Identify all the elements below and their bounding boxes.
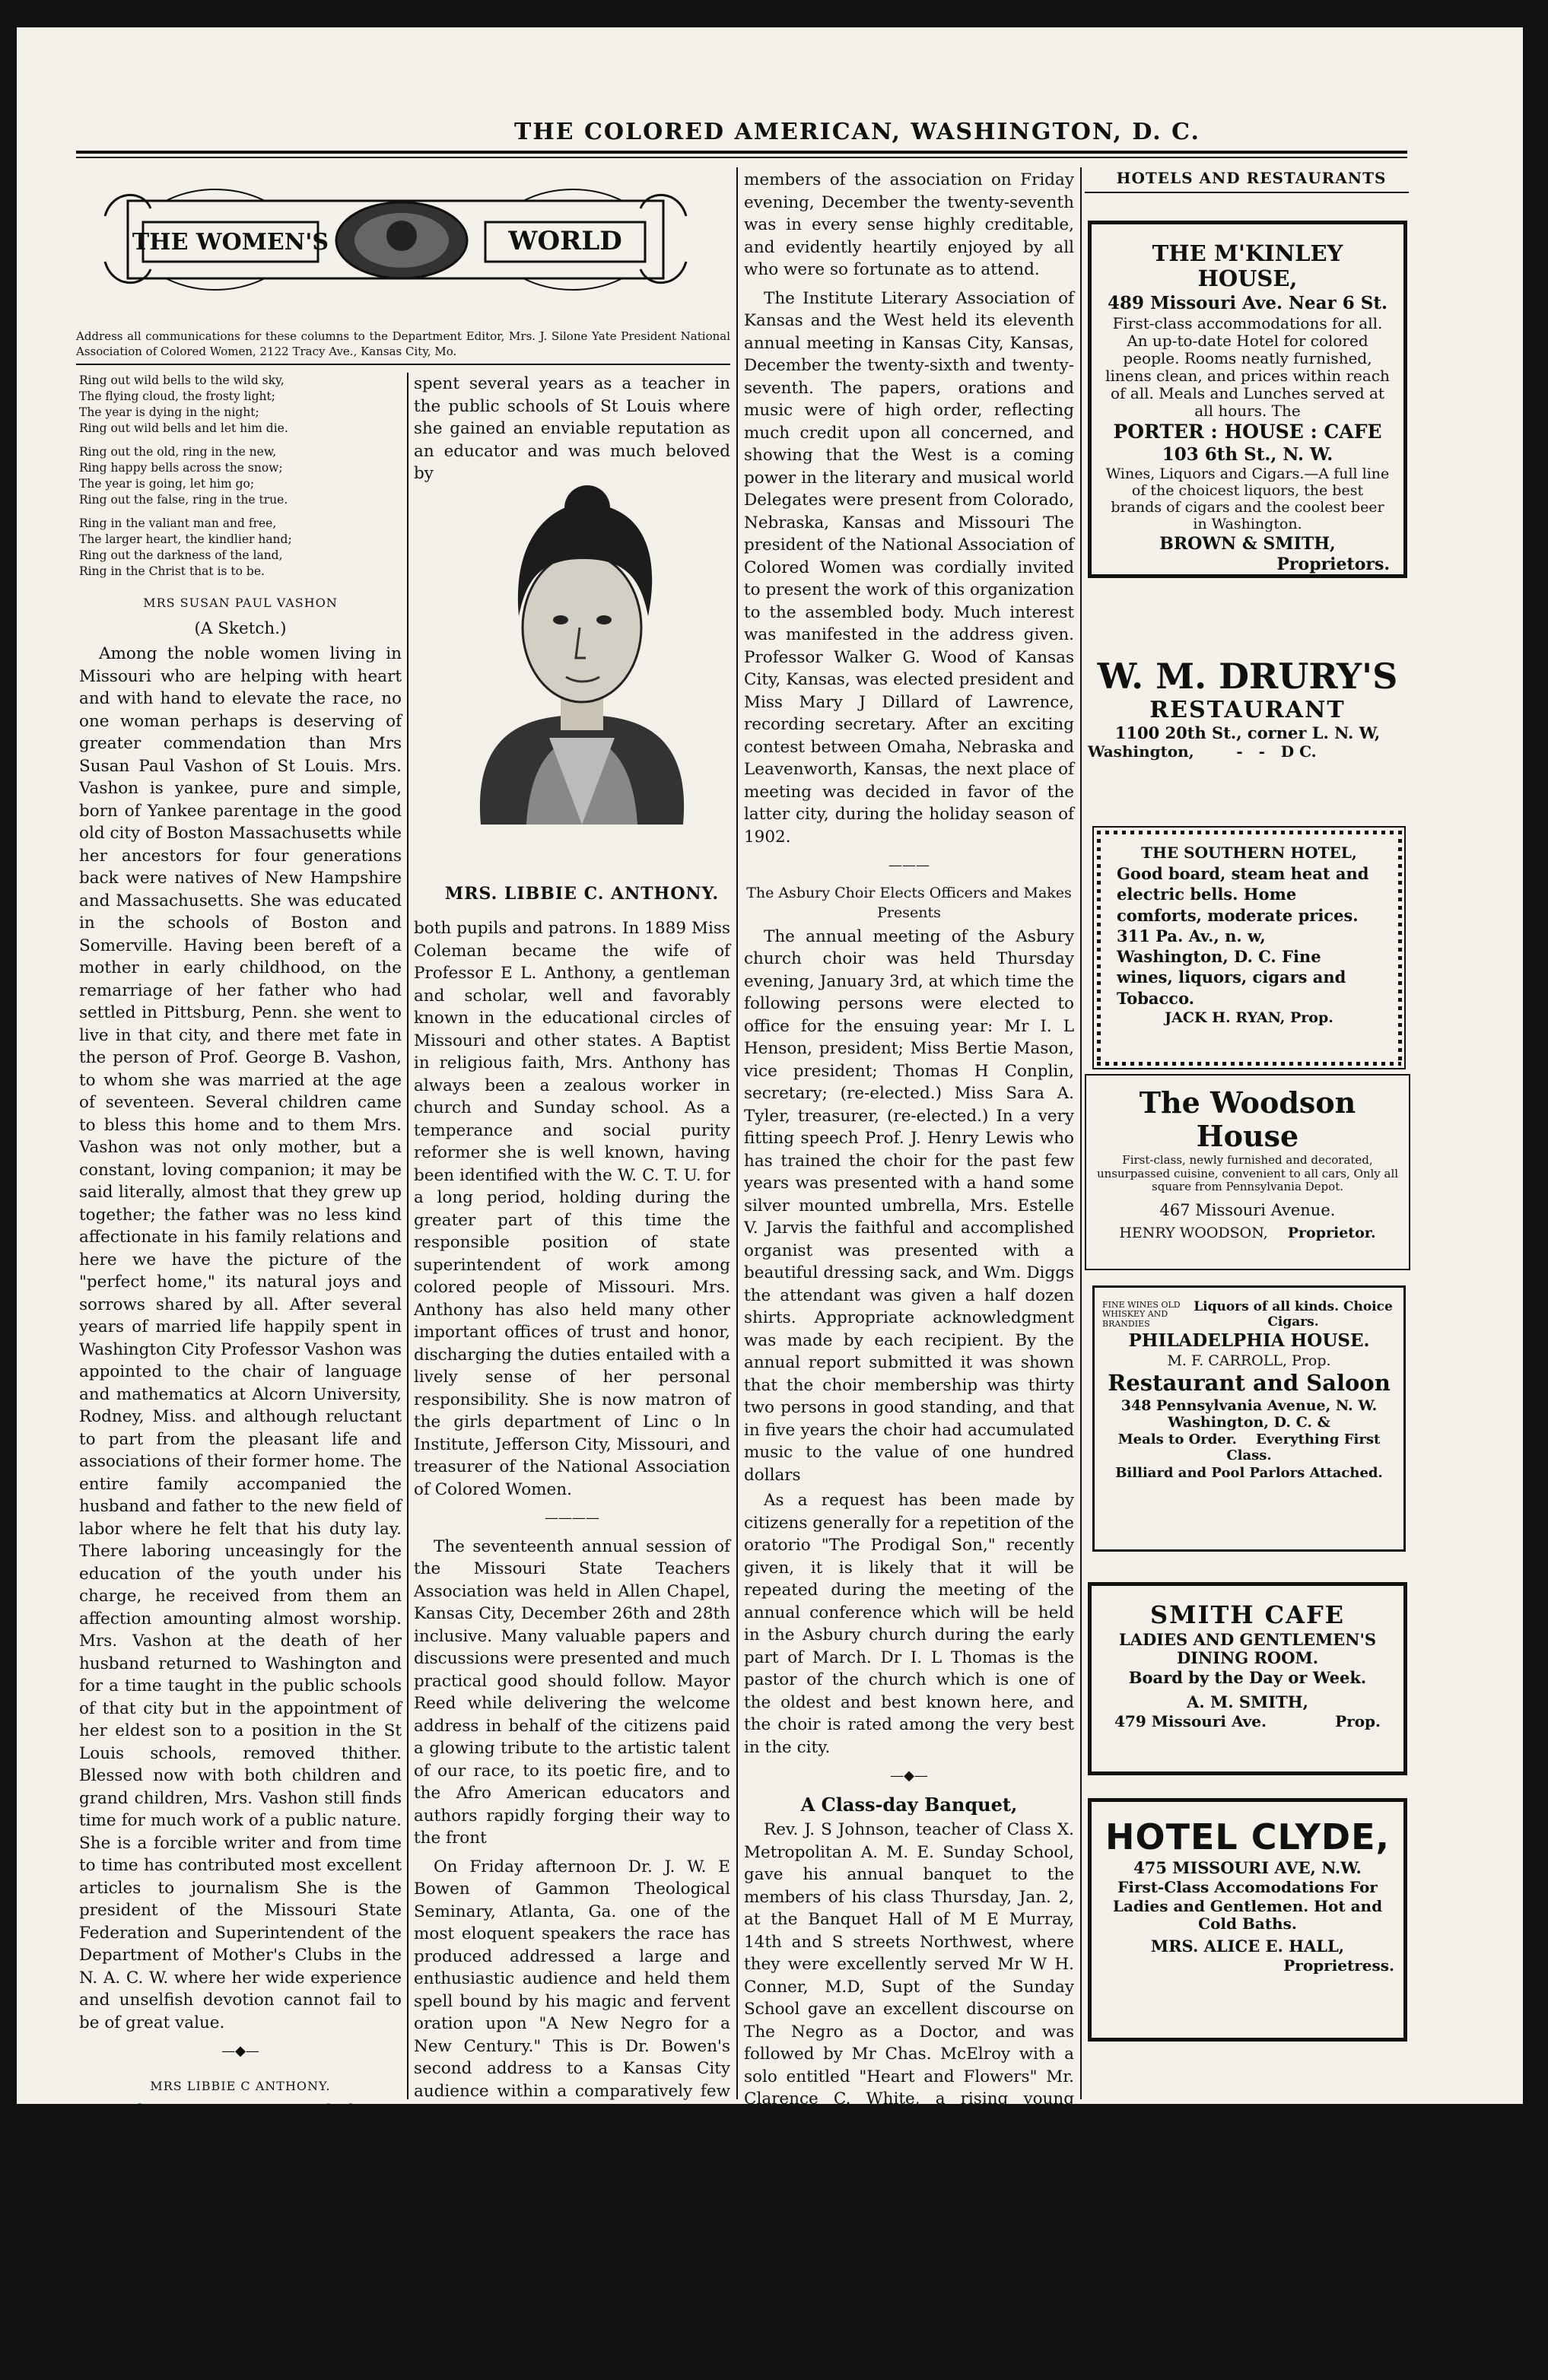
separator: ——— xyxy=(551,2223,593,2240)
separator: —◆— xyxy=(890,1768,928,1784)
masthead-rule-thin xyxy=(76,157,1407,158)
smith-role: Prop. xyxy=(1335,1712,1381,1731)
philadelphia-footer: Billiard and Pool Parlors Attached. xyxy=(1115,1464,1383,1481)
clyde-title: HOTEL CLYDE, xyxy=(1105,1816,1391,1857)
woodson-title: The Woodson House xyxy=(1139,1085,1356,1153)
philadelphia-owner: M. F. CARROLL, Prop. xyxy=(1167,1352,1331,1369)
poem-line: The larger heart, the kindlier hand; xyxy=(79,532,292,546)
asbury-article-2: As a request has been made by citizens generally for a repetition of the oratorio "The Prodigal Son," recently given, it is likely that it will be repeated during the meeting of the annual conference which will be held in the Asbury church during the early part of March. Dr I. L Thomas is the pastor of the church which is one of the oldest and best known here, and the choir is rated among the very best in the city. xyxy=(744,1491,1074,1757)
philadelphia-address: 348 Pennsylvania Avenue, N. W. Washington, D. C. & xyxy=(1120,1397,1378,1431)
southern-title: THE SOUTHERN HOTEL, xyxy=(1141,844,1357,862)
asbury-heading: The Asbury Choir Elects Officers and Makes Presents xyxy=(746,884,1072,921)
masthead: THE COLORED AMERICAN, WASHINGTON, D. C. xyxy=(514,119,1200,145)
smith-address-line xyxy=(1101,1713,1394,1730)
column-2-lower xyxy=(414,917,730,2270)
womens-world-banner xyxy=(97,186,694,294)
ads-rule xyxy=(1085,192,1409,193)
ad-southern-hotel xyxy=(1092,826,1406,1069)
address-note-block xyxy=(76,329,730,362)
clyde-owner: MRS. ALICE E. HALL, xyxy=(1150,1937,1345,1956)
philadelphia-left: FINE WINES OLD WHISKEY AND BRANDIES xyxy=(1102,1299,1181,1329)
clyde-body-2: Ladies and Gentlemen. Hot and Cold Baths. xyxy=(1112,1897,1383,1934)
ad-woodson-house xyxy=(1085,1074,1410,1270)
column-rule-2 xyxy=(736,167,738,2099)
dotted-border xyxy=(1097,831,1401,834)
separator: ——— xyxy=(888,857,930,873)
clyde-role: Proprietress. xyxy=(1283,1956,1394,1975)
philadelphia-right: Liquors of all kinds. Choice Cigars. xyxy=(1194,1299,1393,1330)
anthony-article-end: both pupils and patrons. In 1889 Miss Coleman became the wife of Professor E L. Anthony, a gentleman and scholar, well and favorably known in the educational circles of Missouri and other states. A Baptist in religious faith, Mrs. Anthony has always been a zealous worker in church and Sunday school. As a temperance and social purity reformer she is well known, having been identified with the W. C. T. U. for a long period, holding during the greater part of this time the responsible position of state superintendent of work among colored people of Missouri. Mrs. Anthony has also held many other important offices of trust and honor, discharging the duties entailed with a lively sense of her personal responsibility. She is now matron of the girls department of Linc o ln Institute, Jefferson City, Missouri, and treasurer of the National Association of Colored Women. xyxy=(414,919,730,1499)
anthony-continued: spent several years as a teacher in the public schools of St Louis where she gained an enviable reputation as an educator and was much beloved by xyxy=(414,374,730,483)
drury-city: Washington, - - D C. xyxy=(1088,742,1317,761)
separator: ———— xyxy=(545,1510,599,1526)
poem-line: Ring out the darkness of the land, xyxy=(79,548,283,562)
banquet-article: Rev. J. S Johnson, teacher of Class X. Metropolitan A. M. E. Sunday School, gave his annual banquet to the members of his class Thursday, Jan. 2, at the Banquet Hall of M E Murray, 14th and S streets Northwest, where they were excellently served Mr W H. Conner, M.D, Supt of the Sunday School gave an excellent discourse on The Negro as a Doctor, and was followed by Mr Chas. McElroy with a solo entitled "Heart and Flowers" Mr. Clarence C. White, a rising young violinist spoke on the Negro as a Musician Among the other young men who spoke were Mr T. J Abrams, The Negro as a Soldier; Mr G. W. Parker, The Negro as a Lawyer; Mr W. T Clarke, The Negro as an Agriculturist and Mr. Wm: H. Wilkes, Religion. The other members present were Messrs. Roscoe Orme, R. L. Johnson, R. M. Goodwin, C. L. Payne, M.D, John F. Thomas, Wm. H Payne, Severn Taylor and W. C. English. xyxy=(744,1820,1074,2378)
drury-address: 1100 20th St., corner L. N. W, xyxy=(1114,723,1381,742)
woodson-owner: HENRY WOODSON, xyxy=(1119,1225,1268,1242)
column-1 xyxy=(79,373,402,2255)
philadelphia-body: Meals to Order. Everything First Class. xyxy=(1117,1431,1385,1464)
masthead-rule xyxy=(76,151,1407,154)
mckinley-body: First-class accommodations for all. An up-to-date Hotel for colored people. Rooms neatly furnished, linens clean, and prices within reach of all. Meals and Lunches served at all hours. The xyxy=(1105,314,1390,421)
ad-smith-cafe xyxy=(1088,1582,1407,1775)
poem-line: Ring out wild bells to the wild sky, xyxy=(79,373,284,387)
address-rule xyxy=(76,364,730,365)
teachers-association-article: The seventeenth annual session of the Missouri State Teachers Association was held in Allen Chapel, Kansas City, December 26th and 28th inclusive. Many valuable papers and discussions were presented and much practical good should follow. Mayor Reed while delivering the welcome address in behalf of the citizens paid a glowing tribute to the artistic talent of our race, to its poetic fire, and to the Afro American educators and authors rapidly forging their way to the front xyxy=(414,1536,730,1848)
banner-left-text: THE WOMEN'S xyxy=(132,229,329,256)
column-rule-3 xyxy=(1080,167,1082,2099)
address-note: Address all communications for these columns to the Department Editor, Mrs. J. Silone Yate President National Association of Colored Women, 2122 Tracy Ave., Kansas City, Mo. xyxy=(76,329,730,358)
banquet-heading: A Class-day Banquet, xyxy=(800,1793,1018,1816)
reception-article-start: Kansas City's grand reception to xyxy=(434,2251,704,2270)
woodson-address: 467 Missouri Avenue. xyxy=(1159,1201,1336,1220)
philadelphia-title: PHILADELPHIA HOUSE. xyxy=(1128,1330,1370,1352)
anthony-article-start: Another Missouri woman of whom it may be said in a very truthful sense, "her life has been spent doing good" is Mrs. Libbie C. Anthony of Jefferson City. Mrs. Anthony is a native Missourian, and as Miss Coleman, was educated in the Missouri schools. She xyxy=(79,2102,402,2255)
drury-sub: RESTAURANT xyxy=(1149,697,1346,723)
asbury-article: The annual meeting of the Asbury church choir was held Thursday evening, January 3rd, at which time the following persons were elected to office for the ensuing year: Mr I. L Henson, president; Miss Bertie Mason, vice president; Thomas H Conplin, secretary; (re-elected.) Miss Sara A. Tyler, treasurer, (re-elected.) In a very fitting speech Prof. J. Henry Lewis who has trained the choir for the past few years was presented with a hand some silver mounted umbrella, Mrs. Estelle V. Jarvis the faithful and accomplished organist was presented with a beautiful dressing sack, and Wm. Diggs the attendant was given a half dozen shirts. Appropriate acknowledgment was made by each recipient. By the annual report submitted it was shown that the choir membership was thirty two persons in good standing, and that in five years the choir had accumulated music to the value of one hundred dollars xyxy=(744,926,1074,1485)
clyde-address: 475 MISSOURI AVE, N.W. xyxy=(1133,1857,1362,1877)
dotted-border xyxy=(1398,831,1402,1065)
philadelphia-top xyxy=(1102,1300,1396,1330)
clyde-body-1: First-Class Accomodations For xyxy=(1117,1878,1378,1897)
ad-mckinley-house xyxy=(1088,221,1407,578)
ad-philadelphia-house xyxy=(1092,1285,1406,1552)
smith-owner: A. M. SMITH, xyxy=(1187,1692,1308,1712)
smith-sub: LADIES AND GENTLEMEN'S DINING ROOM. xyxy=(1118,1629,1377,1667)
poem-line: Ring in the Christ that is to be. xyxy=(79,564,265,578)
vashon-subheading: (A Sketch.) xyxy=(194,618,287,638)
mckinley-owners: BROWN & SMITH, xyxy=(1159,533,1336,554)
smith-title: SMITH CAFE xyxy=(1149,1600,1346,1629)
vashon-article: Among the noble women living in Missouri who are helping with heart and with hand to elevate the race, no one woman perhaps is deserving of greater commendation than Mrs Susan Paul Vashon of St Louis. Mrs. Vashon is yankee, pure and simple, born of Yankee parentage in the good old city of Boston Massachusetts while her ancestors for four generations back were natives of New Hampshire and Massachusetts. She was educated in the schools of Boston and Somerville. Having been bereft of a mother in early childhood, on the remarriage of her father who had settled in Pittsburg, Penn. she went to live in that city, and there met fate in the person of Prof. George B. Vashon, to whom she was married at the age of seventeen. Several children came to bless this home and to them Mrs. Vashon was not only mother, but a constant, loving companion; it may be said literally, almost that they grew up together; the father was no less kind affectionate in his family relations and here we have the picture of the "perfect home," its natural joys and sorrows shared by all. After several years of married life happily spent in Washington City Professor Vashon was appointed to the chair of language and mathematics at Alcorn University, Rodney, Miss. and although reluctant to part from the pleasant life and associations of their former home. The entire family accompanied the husband and father to the new field of labor where he felt that his duty lay. There laboring unceasingly for the education of the youth under his charge, he received from them an affection amounting almost worship. Mrs. Vashon at the death of her husband returned to Washington and for a time taught in the public schools of that city but in the appointment of her eldest son to a position in the St Louis schools, removed thither. Blessed now with both children and grand children, Mrs. Vashon still finds time for much work of a public nature. She is a forcible writer and from time to time has contributed most excellent articles to journalism She is the president of the Missouri State Federation and Superintendent of the Department of Mother's Clubs in the N. A. C. W. where her wide experience and unselfish devotion cannot fail to be of great value. xyxy=(79,644,402,2032)
separator: —◆— xyxy=(221,2043,259,2059)
column-2 xyxy=(414,373,730,483)
portrait-caption: MRS. LIBBIE C. ANTHONY. xyxy=(444,884,720,904)
bowen-article: On Friday afternoon Dr. J. W. E Bowen of Gammon Theological Seminary, Atlanta, Ga. one of the most eloquent speakers the race has produced addressed a large and enthusiastic audience and held them spell bound by his magic and fervent oration upon "A New Negro for a New Century." This is Dr. Bowen's second address to a Kansas City audience within a comparatively few weeks, but were he to return next week he would be just as heartily welcomed by both races as he has been in the past, and cannot come too often. xyxy=(414,1857,730,2213)
portrait-libbie-anthony xyxy=(435,487,729,825)
porter-address: 103 6th St., N. W. xyxy=(1162,443,1333,465)
banner-right-text: WORLD xyxy=(508,226,622,256)
drury-title: W. M. DRURY'S xyxy=(1097,656,1398,697)
poem-line: Ring in the valiant man and free, xyxy=(79,516,277,530)
mckinley-title: THE M'KINLEY HOUSE, xyxy=(1152,240,1343,292)
mckinley-address: 489 Missouri Ave. Near 6 St. xyxy=(1108,292,1387,313)
dotted-border xyxy=(1097,831,1101,1065)
column-rule-1 xyxy=(407,373,408,2099)
column-3 xyxy=(744,169,1074,2378)
ad-drury xyxy=(1088,656,1407,761)
southern-owner: JACK H. RYAN, Prop. xyxy=(1165,1009,1333,1027)
southern-body: Good board, steam heat and electric bells. Home comforts, moderate prices. 311 Pa. Av., n. w, Washington, D. C. Fine wines, liquors, cigars and Tobacco. xyxy=(1117,864,1369,1008)
woodson-owner-line xyxy=(1094,1225,1401,1242)
reception-article-end: members of the association on Friday evening, December the twenty-seventh was in every sense highly creditable, and evidently heartily enjoyed by all who were so fortunate as to attend. xyxy=(744,170,1074,279)
poem-line: The flying cloud, the frosty light; xyxy=(79,389,275,403)
poem-line: Ring out the false, ring in the true. xyxy=(79,493,288,507)
hotels-heading: HOTELS AND RESTAURANTS xyxy=(1116,169,1387,187)
institute-literary-article: The Institute Literary Association of Kansas and the West held its eleventh annual meeting in Kansas City, Kansas, December the twenty-sixth and twenty-seventh. The papers, orations and music were of high order, reflecting much credit upon all concerned, and showing that the West is a coming power in the literary and musical world Delegates were present from Colorado, Nebraska, Kansas and Missouri The president of the National Association of Colored Women was cordially invited to present the work of this organization to the assembled body. Much interest was manifested in the address given. Professor Walker G. Wood of Kansas City, Kansas, was elected president and Miss Mary J Dillard of Lawrence, recording secretary. After an exciting contest between Omaha, Nebraska and Leavenworth, Kansas, the next place of meeting was decided in favor of the latter city, during the holiday season of 1902. xyxy=(744,288,1074,847)
poem-line: Ring happy bells across the snow; xyxy=(79,461,283,475)
ad-hotel-clyde xyxy=(1088,1798,1407,2042)
porter-body: Wines, Liquors and Cigars.—A full line of the choicest liquors, the best brands of cigars and the coolest beer in Washington. xyxy=(1105,466,1390,532)
poem-line: The year is going, let him go; xyxy=(79,477,255,491)
woodson-role: Proprietor. xyxy=(1287,1225,1376,1242)
smith-address: 479 Missouri Ave. xyxy=(1114,1712,1267,1731)
poem-line: Ring out the old, ring in the new, xyxy=(79,445,277,459)
dotted-border xyxy=(1097,1062,1401,1066)
anthony-heading: MRS LIBBIE C ANTHONY. xyxy=(150,2078,331,2093)
mckinley-role: Proprietors. xyxy=(1276,554,1390,574)
philadelphia-sub: Restaurant and Saloon xyxy=(1108,1370,1391,1397)
porter-title: PORTER : HOUSE : CAFE xyxy=(1113,421,1382,443)
poem-line: The year is dying in the night; xyxy=(79,405,259,419)
smith-board: Board by the Day or Week. xyxy=(1128,1668,1367,1688)
poem xyxy=(79,373,402,580)
poem-line: Ring out wild bells and let him die. xyxy=(79,421,288,435)
vashon-heading: MRS SUSAN PAUL VASHON xyxy=(143,596,338,610)
woodson-body: First-class, newly furnished and decorated, unsurpassed cuisine, convenient to all cars, Only all square from Pennsylvania Depot. xyxy=(1096,1153,1399,1193)
